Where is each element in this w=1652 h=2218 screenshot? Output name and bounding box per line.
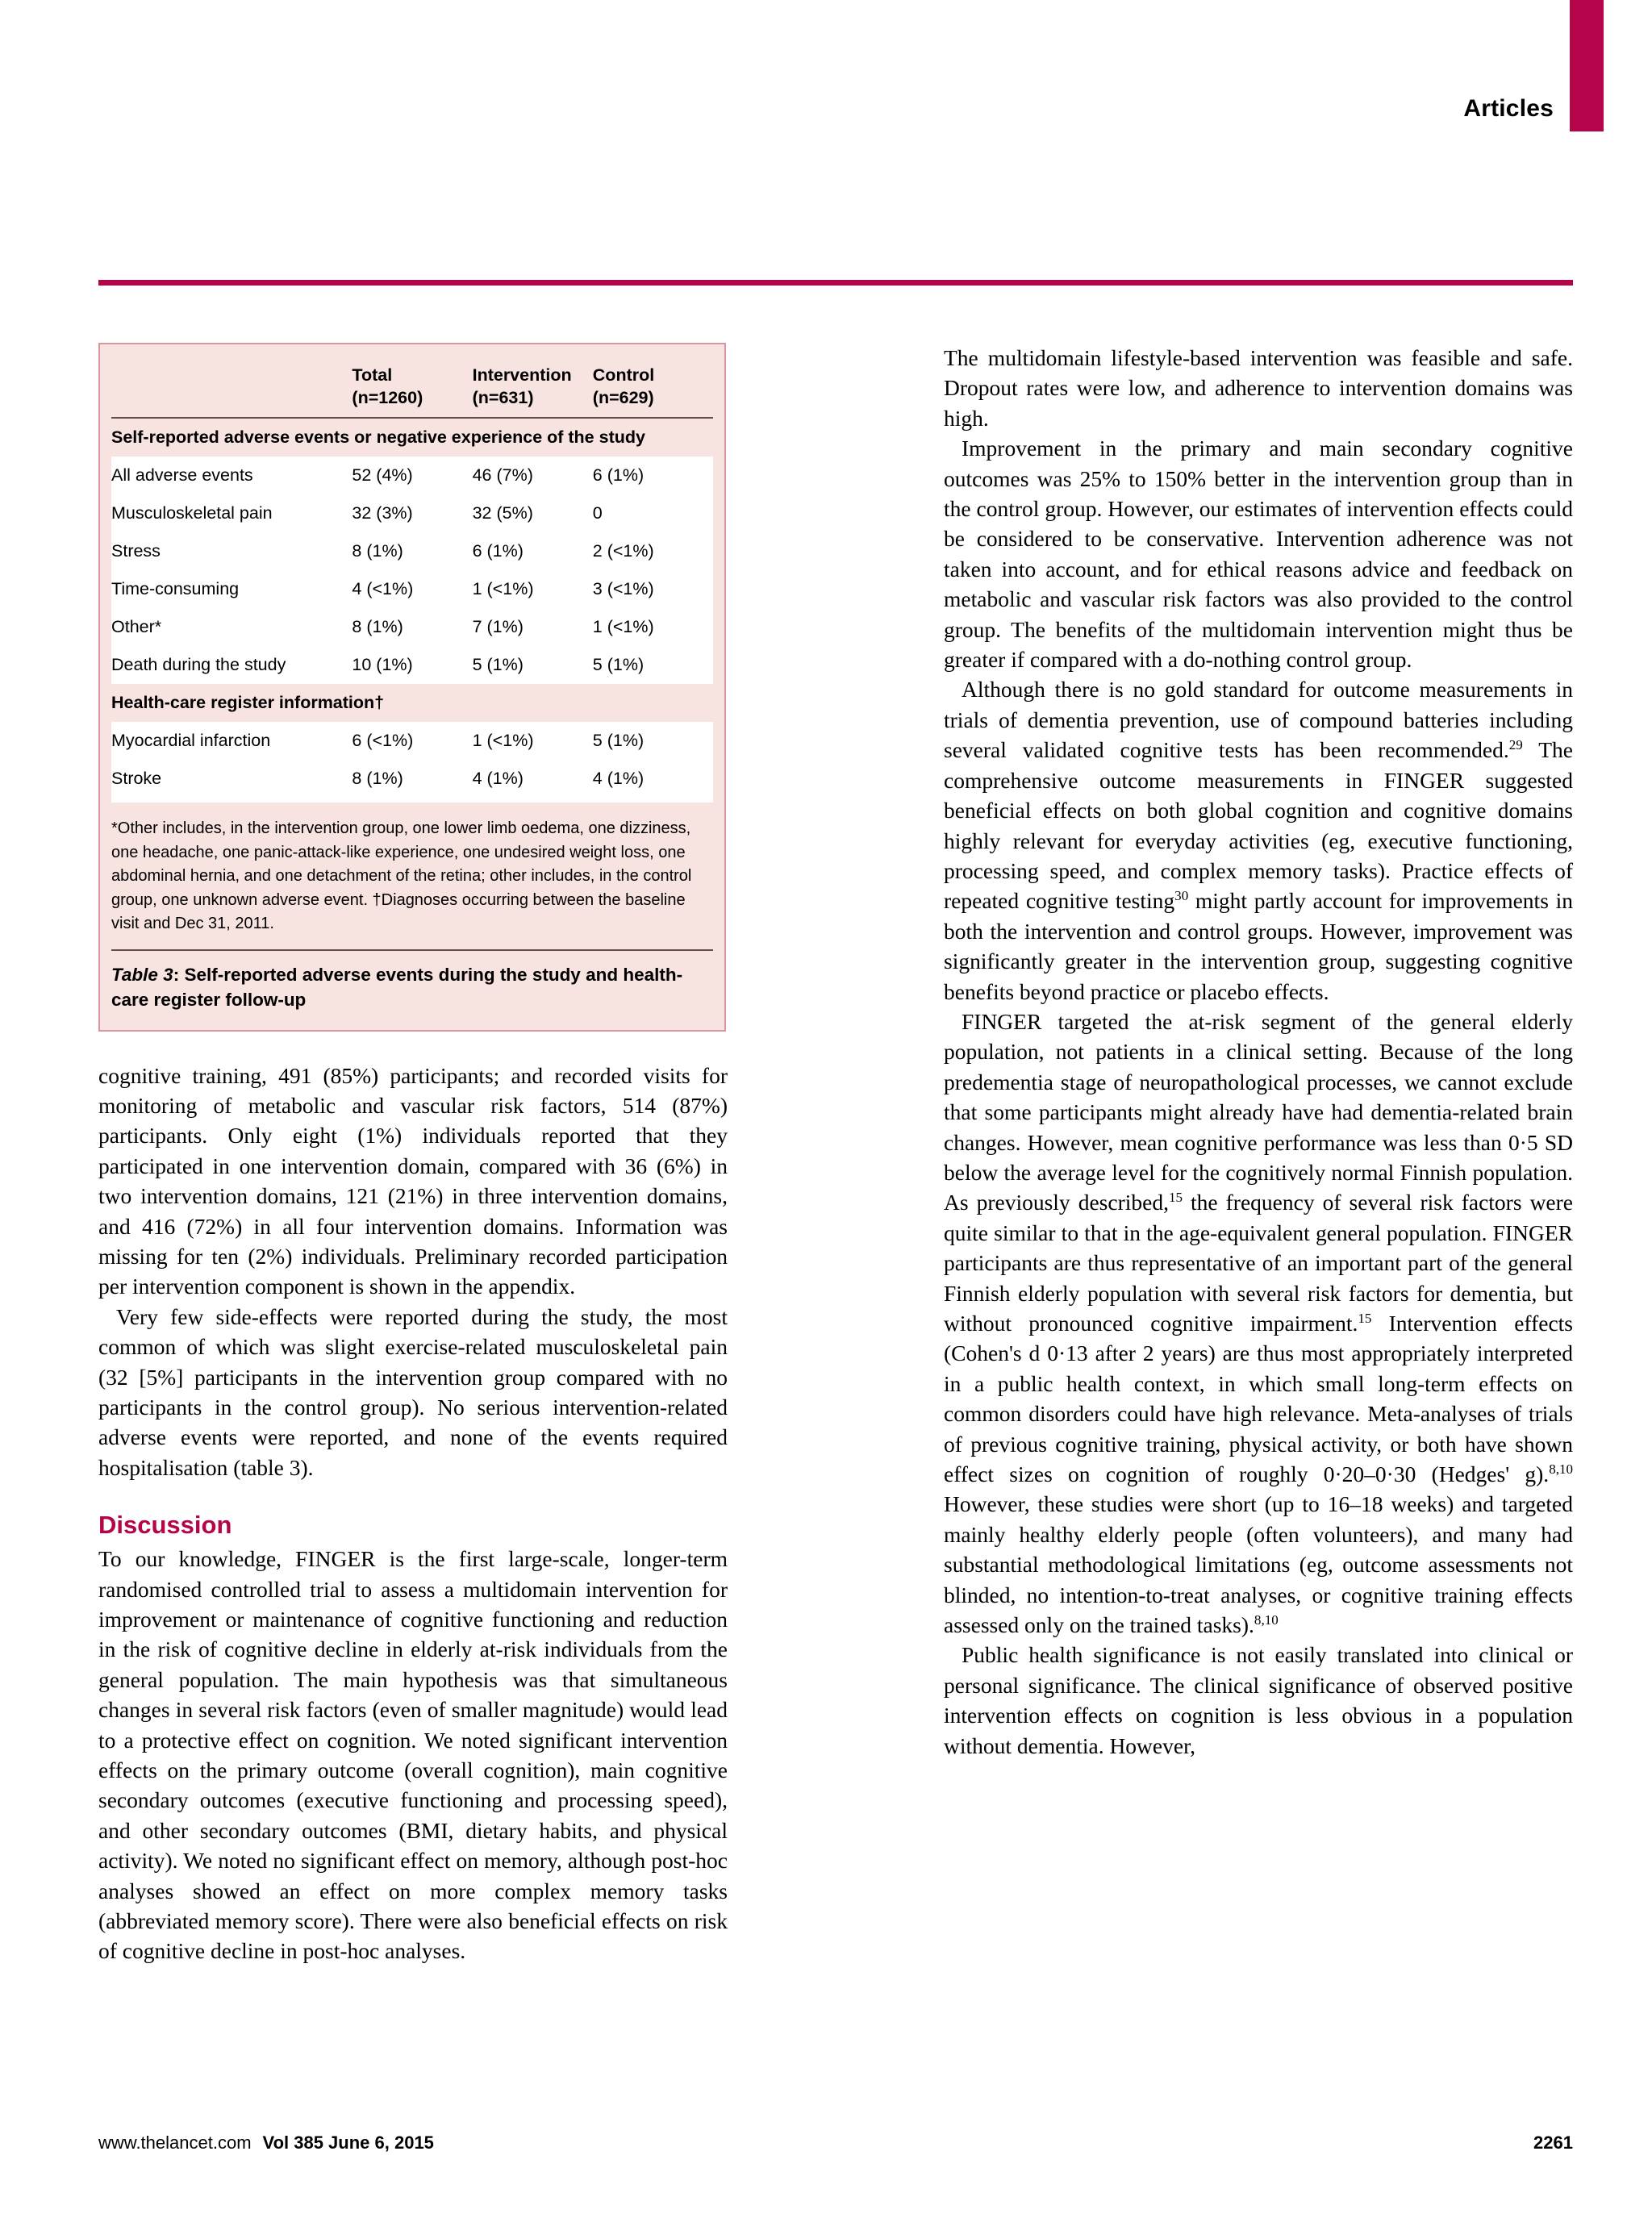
table-header-control bbox=[593, 344, 713, 417]
table-row bbox=[111, 760, 713, 798]
table-3-grid bbox=[111, 344, 713, 803]
reference-marker-8-10a: 8,10 bbox=[1549, 1461, 1573, 1477]
row-label: Death during the study bbox=[111, 646, 352, 684]
row-label: Stroke bbox=[111, 760, 352, 798]
row-label: Musculoskeletal pain bbox=[111, 494, 352, 532]
right-paragraph-3 bbox=[944, 674, 1573, 1006]
row-total: 32 (3%) bbox=[352, 494, 472, 532]
row-intervention: 5 (1%) bbox=[473, 646, 593, 684]
running-head bbox=[1313, 0, 1652, 137]
col-control-n: (n=629) bbox=[592, 388, 654, 407]
row-intervention: 46 (7%) bbox=[473, 457, 593, 494]
col-total-n: (n=1260) bbox=[352, 388, 423, 407]
reference-marker-15b: 15 bbox=[1358, 1310, 1372, 1326]
table-caption bbox=[100, 951, 724, 1030]
row-label: All adverse events bbox=[111, 457, 352, 494]
row-total: 8 (1%) bbox=[352, 532, 472, 570]
table-row bbox=[111, 494, 713, 532]
row-total: 4 (<1%) bbox=[352, 570, 472, 608]
col-intervention-n: (n=631) bbox=[472, 388, 534, 407]
row-label: Time-consuming bbox=[111, 570, 352, 608]
p4-part-c: Intervention effects (Cohen's d 0·13 after 2 years) are thus most appropriately interpreted in a public health context, in which small long-term effects on common disorders could have high relevance. Meta-analyses of trials of previous cognitive training, physical activity, or both have shown effect sizes on cognition of roughly 0·20–0·30 (Hedges' g). bbox=[944, 1311, 1573, 1487]
page-body bbox=[98, 343, 1573, 2069]
p4-part-b: the frequency of several risk factors were quite similar to that in the age-equivalent general population. FINGER participants are thus representative of an important part of the general Finnish elderly population with several risk factors for dementia, but without pronounced cognitive impairment. bbox=[944, 1190, 1573, 1336]
table-section-heading-self-reported bbox=[111, 418, 713, 457]
table-row bbox=[111, 608, 713, 646]
p3-part-c: might partly account for improvements in both the intervention and control groups. However, improvement was significantly greater in the intervention group, suggesting cognitive benefits beyond practice or placebo effects. bbox=[944, 888, 1573, 1004]
row-label: Other* bbox=[111, 608, 352, 646]
col-total-label: Total bbox=[352, 365, 393, 385]
row-total: 10 (1%) bbox=[352, 646, 472, 684]
table-section-heading-register bbox=[111, 684, 713, 722]
left-paragraph-2: Very few side-effects were reported during the study, the most common of which was slight exercise-related musculoskeletal pain (32 [5%] participants in the intervention group compared with no participants in the control group). No serious intervention-related adverse events were reported, and none of the events required hospitalisation (table 3). bbox=[98, 1303, 728, 1480]
left-paragraph-1: cognitive training, 491 (85%) participants; and recorded visits for monitoring of metabolic and vascular risk factors, 514 (87%) participants. Only eight (1%) individuals reported that they participated in one intervention domain, compared with 36 (6%) in two intervention domains, 121 (21%) in three intervention domains, and 416 (72%) in all four intervention domains. Information was missing for ten (2%) individuals. Preliminary recorded participation per intervention component is shown in the appendix. bbox=[98, 1062, 728, 1299]
discussion-heading: Discussion bbox=[98, 1511, 232, 1540]
row-total: 52 (4%) bbox=[352, 457, 472, 494]
right-paragraph-2: Improvement in the primary and main secondary cognitive outcomes was 25% to 150% better in the intervention group than in the control group. However, our estimates of intervention effects could be considered to be conservative. Intervention adherence was not taken into account, and for ethical reasons advice and feedback on metabolic and vascular risk factors was also provided to the control group. The benefits of the multidomain intervention might thus be greater if compared with a do-nothing control group. bbox=[944, 436, 1573, 673]
table-3 bbox=[98, 343, 726, 1032]
header-divider-rule bbox=[98, 280, 1573, 286]
footer-volume-date: Vol 385 June 6, 2015 bbox=[262, 2133, 434, 2153]
row-intervention: 4 (1%) bbox=[473, 760, 593, 798]
row-total: 8 (1%) bbox=[352, 608, 472, 646]
section-heading-text: Self-reported adverse events or negative experience of the study bbox=[111, 418, 713, 457]
header-accent-tab bbox=[1570, 0, 1604, 131]
table-header-intervention bbox=[473, 344, 593, 417]
table-row bbox=[111, 646, 713, 684]
footer-page-number: 2261 bbox=[1533, 2133, 1573, 2153]
reference-marker-8-10b: 8,10 bbox=[1254, 1611, 1279, 1628]
reference-marker-15a: 15 bbox=[1168, 1190, 1183, 1206]
footer-left bbox=[98, 2133, 434, 2153]
col-control-label: Control bbox=[592, 365, 655, 385]
right-paragraph-1: The multidomain lifestyle-based intervention was feasible and safe. Dropout rates were low, and adherence to intervention domains was high. bbox=[944, 345, 1573, 431]
row-total: 6 (<1%) bbox=[352, 722, 472, 760]
table-header-total bbox=[352, 344, 472, 417]
footer-url[interactable]: www.thelancet.com bbox=[98, 2133, 252, 2153]
row-total: 8 (1%) bbox=[352, 760, 472, 798]
section-heading-text: Health-care register information† bbox=[111, 684, 713, 722]
row-control: 4 (1%) bbox=[593, 760, 713, 798]
p3-part-b: The comprehensive outcome measurements in FINGER suggested beneficial effects on both global cognition and cognitive domains highly relevant for everyday activities (eg, executive functioning, processing speed, and complex memory tasks). Practice effects of repeated cognitive testing bbox=[944, 737, 1573, 914]
p3-part-a: Although there is no gold standard for outcome measurements in trials of dementia prevention, use of compound batteries including several validated cognitive tests has been recommended. bbox=[944, 677, 1573, 763]
discussion-paragraph-1: To our knowledge, FINGER is the first large-scale, longer-term randomised controlled trial to assess a multidomain intervention for improvement or maintenance of cognitive functioning and reduction in the risk of cognitive decline in elderly at-risk individuals from the general population. The main hypothesis was that simultaneous changes in several risk factors (even of smaller magnitude) would lead to a protective effect on cognition. We noted significant intervention effects on the primary outcome (overall cognition), main cognitive secondary outcomes (executive functioning and processing speed), and other secondary outcomes (BMI, dietary habits, and physical activity). We noted no significant effect on memory, although post-hoc analyses showed an effect on more complex memory tasks (abbreviated memory score). There were also beneficial effects on risk of cognitive decline in post-hoc analyses. bbox=[98, 1546, 728, 1964]
table-row bbox=[111, 570, 713, 608]
col-intervention-label: Intervention bbox=[472, 365, 572, 385]
right-paragraph-5: Public health significance is not easily translated into clinical or personal significance. The clinical significance of observed positive intervention effects on cognition is less obvious in a population without dementia. However, bbox=[944, 1642, 1573, 1758]
row-control: 1 (<1%) bbox=[593, 608, 713, 646]
p4-part-a: FINGER targeted the at-risk segment of the general elderly population, not patients in a clinical setting. Because of the long predementia stage of neuropathological processes, we cannot exclude that some participants might already have had dementia-related brain changes. However, mean cognitive performance was less than 0·5 SD below the average level for the cognitively normal Finnish population. As previously described, bbox=[944, 1008, 1573, 1215]
running-head-label: Articles bbox=[1463, 95, 1554, 122]
row-control: 6 (1%) bbox=[593, 457, 713, 494]
table-header-blank bbox=[111, 344, 352, 417]
row-label: Stress bbox=[111, 532, 352, 570]
row-control: 5 (1%) bbox=[593, 646, 713, 684]
table-header-row bbox=[111, 344, 713, 417]
table-row bbox=[111, 722, 713, 760]
table-caption-number: Table 3 bbox=[111, 964, 173, 985]
left-column bbox=[98, 343, 728, 1966]
table-footnote: *Other includes, in the intervention group, one lower limb oedema, one dizziness, one headache, one panic-attack-like experience, one undesired weight loss, one abdominal hernia, and one detachment of the retina; other includes, in the control group, one unknown adverse event. †Diagnoses occurring between the baseline visit and Dec 31, 2011. bbox=[111, 819, 692, 932]
row-control: 3 (<1%) bbox=[593, 570, 713, 608]
row-intervention: 1 (<1%) bbox=[473, 722, 593, 760]
table-caption-text: : Self-reported adverse events during the study and health-care register follow-up bbox=[111, 964, 683, 1010]
p4-part-d: However, these studies were short (up to 16–18 weeks) and targeted mainly healthy elderly people (often volunteers), and many had substantial methodological limitations (eg, outcome assessments not blinded, no intention-to-treat analyses, or cognitive training effects assessed only on the trained tasks). bbox=[944, 1491, 1573, 1638]
row-control: 5 (1%) bbox=[593, 722, 713, 760]
row-control: 0 bbox=[593, 494, 713, 532]
row-control: 2 (<1%) bbox=[593, 532, 713, 570]
row-intervention: 7 (1%) bbox=[473, 608, 593, 646]
row-label: Myocardial infarction bbox=[111, 722, 352, 760]
row-intervention: 6 (1%) bbox=[473, 532, 593, 570]
table-row bbox=[111, 532, 713, 570]
right-column bbox=[944, 343, 1573, 1761]
row-intervention: 32 (5%) bbox=[473, 494, 593, 532]
reference-marker-29: 29 bbox=[1508, 737, 1523, 753]
table-row bbox=[111, 457, 713, 494]
reference-marker-30: 30 bbox=[1174, 888, 1189, 904]
row-intervention: 1 (<1%) bbox=[473, 570, 593, 608]
right-paragraph-4 bbox=[944, 1007, 1573, 1641]
